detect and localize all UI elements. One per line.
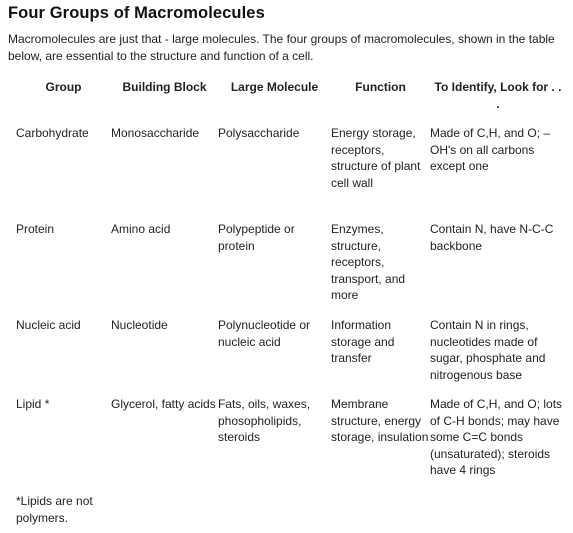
cell-function: Information storage and transfer [331, 318, 395, 366]
macromolecules-table [8, 79, 564, 486]
cell-function: Membrane structure, energy storage, insulation [331, 397, 429, 445]
cell-to-identify: Contain N, have N-C-C backbone [430, 222, 554, 253]
cell-building-block: Nucleotide [111, 318, 168, 332]
page-title: Four Groups of Macromolecules [8, 4, 265, 22]
cell-to-identify: Made of C,H, and O; lots of C-H bonds; may have some C=C bonds (unsaturated); steroids have 4 rings [430, 397, 563, 478]
cell-large-molecule: Polynucleotide or nucleic acid [218, 318, 311, 349]
cell-group: Lipid * [16, 397, 50, 411]
cell-group: Protein [16, 222, 55, 236]
header-building-block: Building Block [122, 80, 207, 94]
cell-group: Nucleic acid [16, 318, 81, 332]
cell-group: Carbohydrate [16, 126, 89, 140]
header-function: Function [355, 80, 406, 94]
cell-large-molecule: Polypeptide or protein [218, 222, 295, 253]
cell-function: Energy storage, receptors, structure of plant cell wall [331, 126, 421, 190]
header-to-identify: To Identify, Look for . . . [434, 80, 562, 111]
cell-building-block: Monosaccharide [111, 126, 200, 140]
cell-to-identify: Contain N in rings, nucleotides made of sugar, phosphate and nitrogenous base [430, 318, 546, 382]
header-group: Group [45, 80, 82, 94]
cell-function: Enzymes, structure, receptors, transport, and more [331, 222, 406, 303]
table-row [8, 221, 564, 317]
intro-paragraph: Macromolecules are just that - large molecules. The four groups of macromolecules, shown in the table below, are essential to the structure and function of a cell. [8, 32, 555, 63]
cell-building-block: Glycerol, fatty acids [111, 397, 216, 411]
cell-to-identify: Made of C,H, and O; –OH's on all carbons except one [430, 126, 551, 174]
cell-large-molecule: Fats, oils, waxes, phosopholipids, steroids [218, 397, 311, 445]
table-header-row [8, 79, 564, 125]
table-row [8, 317, 564, 396]
footnote: *Lipids are not polymers. [16, 494, 93, 525]
table-row [8, 125, 564, 221]
table-row [8, 396, 564, 486]
header-large-molecule: Large Molecule [230, 80, 319, 94]
cell-building-block: Amino acid [111, 222, 171, 236]
cell-large-molecule: Polysaccharide [218, 126, 300, 140]
